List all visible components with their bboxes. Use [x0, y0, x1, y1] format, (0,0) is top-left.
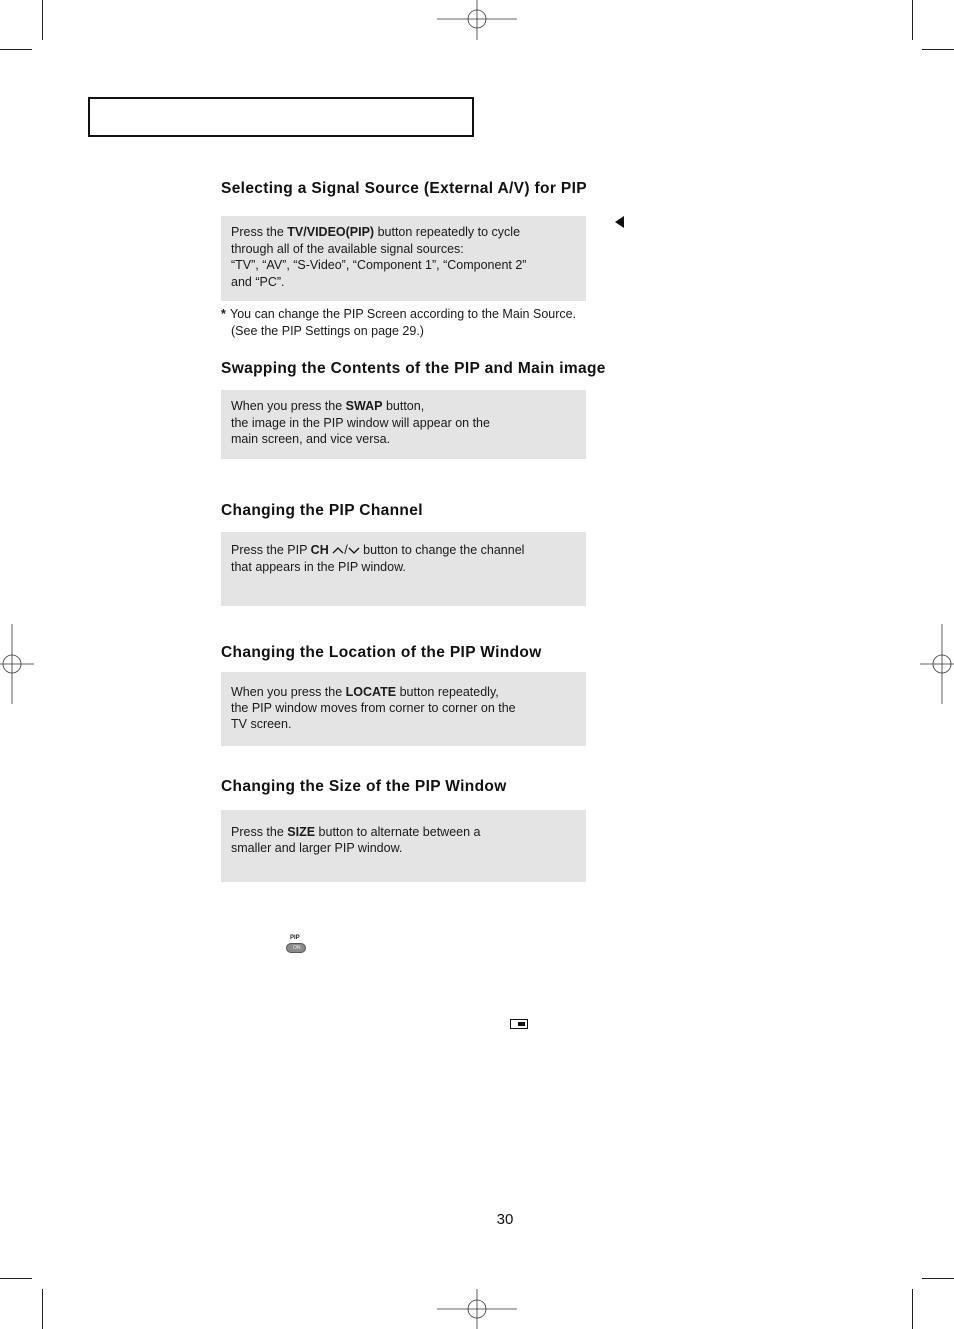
- heading-channel: Changing the PIP Channel: [221, 502, 423, 519]
- panel-line: that appears in the PIP window.: [231, 559, 406, 574]
- panel-line: [231, 398, 576, 415]
- heading-swap: Swapping the Contents of the PIP and Main image: [221, 360, 606, 377]
- pip-button-label: PIP: [290, 935, 300, 941]
- heading-signal-source: Selecting a Signal Source (External A/V) for PIP: [221, 180, 587, 197]
- registration-mark-top: [437, 0, 517, 40]
- crop-mark-bottom-right-v: [912, 1289, 913, 1329]
- note: [221, 306, 576, 340]
- panel-line: [231, 224, 576, 241]
- button-name-ch: CH: [310, 543, 329, 557]
- note-marker: *: [221, 307, 226, 321]
- text-suffix: button to change the channel: [359, 543, 525, 557]
- crop-mark-top-right-h: [922, 49, 954, 50]
- chevron-up-icon: [332, 546, 344, 555]
- crop-mark-bottom-left-h: [0, 1278, 32, 1279]
- panel-line: through all of the available signal sources:: [231, 241, 464, 256]
- text-prefix: When you press the: [231, 685, 346, 699]
- page-number: 30: [496, 1211, 514, 1228]
- panel-line: main screen, and vice versa.: [231, 432, 391, 447]
- registration-mark-left: [0, 624, 34, 704]
- panel-line: the image in the PIP window will appear on the: [231, 415, 490, 430]
- panel-line: [231, 825, 576, 841]
- panel-channel: [221, 532, 586, 606]
- text-prefix: Press the PIP: [231, 543, 311, 557]
- registration-mark-right: [920, 624, 954, 704]
- pip-window-icon: [510, 1019, 528, 1029]
- triangle-left-icon: [615, 216, 624, 228]
- button-name-size: SIZE: [287, 825, 316, 839]
- panel-line: “TV”, “AV”, “S-Video”, “Component 1”, “Component 2”: [231, 258, 527, 273]
- crop-mark-top-left-v: [42, 0, 43, 40]
- panel-signal-source: [221, 216, 586, 301]
- text-prefix: Press the: [231, 825, 288, 839]
- note-line: (See the PIP Settings on page 29.): [231, 324, 424, 338]
- heading-locate: Changing the Location of the PIP Window: [221, 644, 542, 661]
- panel-line: TV screen.: [231, 717, 292, 732]
- pip-button-figure: [285, 935, 309, 957]
- pip-window-inset: [518, 1022, 525, 1026]
- text-suffix: button repeatedly to cycle: [374, 225, 521, 239]
- panel-line: the PIP window moves from corner to corner on the: [231, 701, 516, 716]
- panel-size: [221, 810, 586, 882]
- crop-mark-bottom-left-v: [42, 1289, 43, 1329]
- note-line: You can change the PIP Screen according to the Main Source.: [230, 307, 577, 321]
- button-name-swap: SWAP: [345, 399, 383, 413]
- text-suffix: button,: [382, 399, 425, 413]
- text-suffix: button repeatedly,: [396, 685, 499, 699]
- separator: /: [344, 543, 348, 557]
- panel-line: smaller and larger PIP window.: [231, 840, 403, 855]
- panel-line: [231, 542, 576, 559]
- crop-mark-bottom-right-h: [922, 1278, 954, 1279]
- button-name-tv-video: TV/VIDEO(PIP): [287, 225, 375, 239]
- panel-swap: [221, 390, 586, 459]
- text-suffix: button to alternate between a: [315, 825, 481, 839]
- text-prefix: Press the: [231, 225, 288, 239]
- header-box: [88, 97, 474, 137]
- text-prefix: When you press the: [231, 399, 346, 413]
- button-name-locate: LOCATE: [345, 685, 397, 699]
- heading-size: Changing the Size of the PIP Window: [221, 778, 507, 795]
- pip-button-state: ON: [293, 945, 301, 951]
- panel-line: [231, 684, 576, 700]
- registration-mark-bottom: [437, 1289, 517, 1329]
- panel-line: and “PC”.: [231, 275, 285, 290]
- panel-locate: [221, 672, 586, 746]
- crop-mark-top-left-h: [0, 49, 32, 50]
- chevron-down-icon: [348, 546, 360, 555]
- pip-on-button: [286, 943, 306, 953]
- crop-mark-top-right-v: [912, 0, 913, 40]
